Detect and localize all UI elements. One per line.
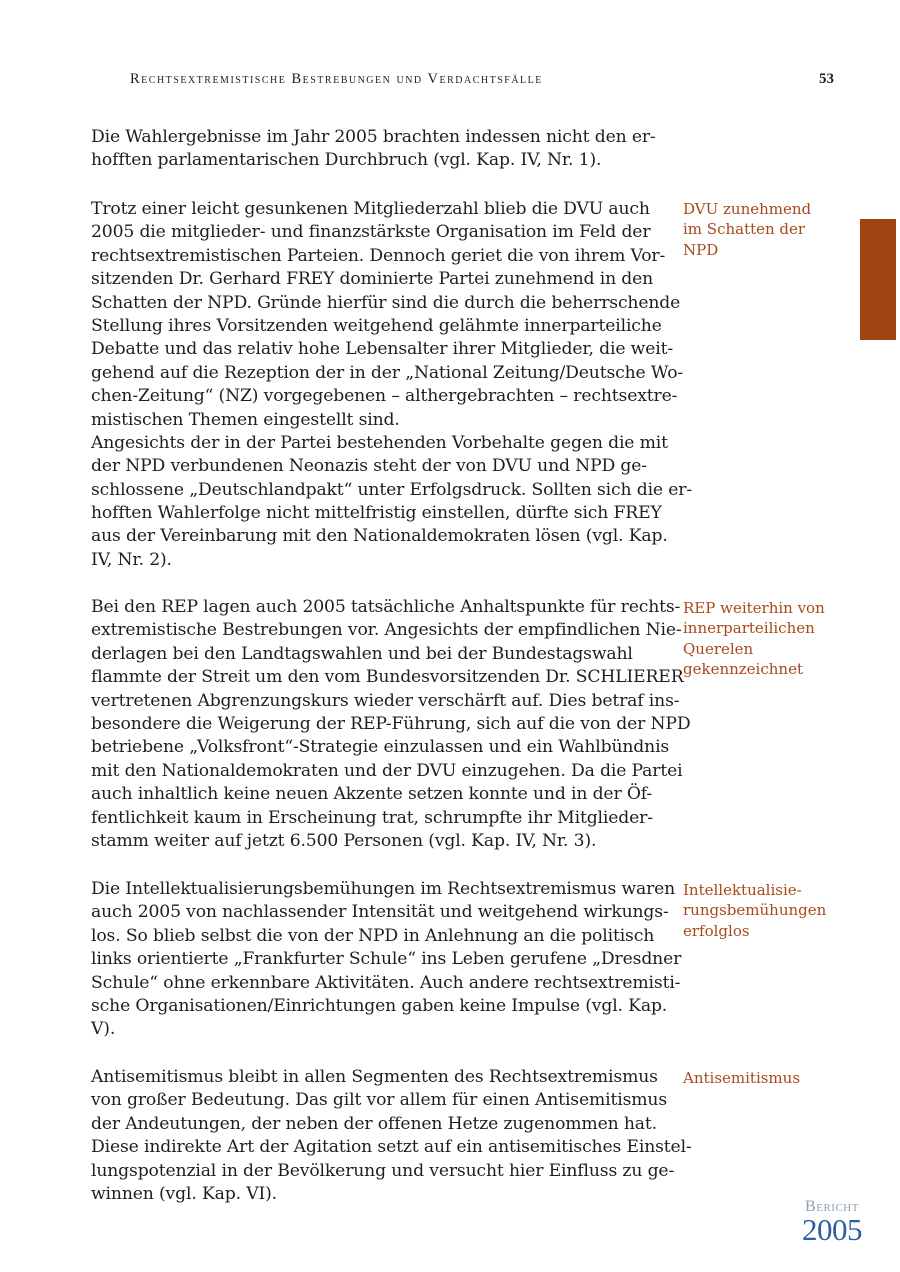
margin-note-line: Antisemitismus — [683, 1069, 801, 1087]
text-line: Schatten der NPD. Gründe hierfür sind die durch die beherrschende — [91, 292, 681, 313]
margin-note-line: REP weiterhin von — [683, 599, 825, 617]
margin-note-line: innerparteilichen — [683, 619, 815, 638]
text-line: hofften parlamentarischen Durchbruch (vgl. Kap. IV, Nr. 1). — [91, 150, 602, 171]
running-title: Rechtsextremistische Bestrebungen und Verdachtsfälle — [130, 71, 543, 87]
text-line: Schule“ ohne erkennbare Aktivitäten. Auch andere rechtsextremisti- — [91, 972, 681, 993]
paragraph-election-results — [91, 126, 671, 173]
text-line: Antisemitismus bleibt in allen Segmenten des Rechtsextremismus — [91, 1067, 658, 1087]
text-line: lungspotenzial in der Bevölkerung und versucht hier Einfluss zu ge- — [91, 1160, 675, 1181]
text-line: Debatte und das relativ hohe Lebensalter ihrer Mitglieder, die weit- — [91, 339, 674, 360]
text-line: los. So blieb selbst die von der NPD in Anlehnung an die politisch — [91, 925, 655, 946]
margin-note-line: DVU zunehmend — [683, 200, 812, 218]
text-line: stamm weiter auf jetzt 6.500 Personen (vgl. Kap. IV, Nr. 3). — [91, 830, 597, 851]
text-line: aus der Vereinbarung mit den Nationaldemokraten lösen (vgl. Kap. — [91, 526, 668, 547]
report-logo-label: Bericht — [805, 1198, 859, 1215]
text-line: mistischen Themen eingestellt sind. — [91, 409, 400, 430]
text-line: der Andeutungen, der neben der offenen Hetze zugenommen hat. — [91, 1113, 657, 1134]
text-line: mit den Nationaldemokraten und der DVU einzugehen. Da die Partei — [91, 760, 683, 781]
margin-note-dvu — [683, 199, 853, 260]
text-line: V). — [91, 1019, 116, 1040]
text-line: flammte der Streit um den vom Bundesvorsitzenden Dr. SCHLIERER — [91, 667, 684, 688]
text-line: gehend auf die Rezeption der in der „National Zeitung/Deutsche Wo- — [91, 362, 684, 383]
text-line: chen-Zeitung“ (NZ) vorgegebenen – althergebrachten – rechtsextre- — [91, 386, 678, 407]
margin-note-line: rungsbemühungen — [683, 901, 827, 920]
text-line: sche Organisationen/Einrichtungen gaben keine Impulse (vgl. Kap. — [91, 995, 668, 1016]
text-line: hofften Wahlerfolge nicht mittelfristig einstellen, dürfte sich FREY — [91, 503, 662, 524]
text-line: Trotz einer leicht gesunkenen Mitgliederzahl blieb die DVU auch — [91, 199, 650, 219]
text-line: schlossene „Deutschlandpakt“ unter Erfolgsdruck. Sollten sich die er- — [91, 479, 692, 500]
margin-note-line: Querelen — [683, 639, 754, 658]
text-line: extremistische Bestrebungen vor. Angesichts der empfindlichen Nie- — [91, 620, 682, 641]
text-line: 2005 die mitglieder- und finanzstärkste Organisation im Feld der — [91, 222, 651, 243]
paragraph-dvu — [91, 198, 692, 572]
text-line: von großer Bedeutung. Das gilt vor allem für einen Antisemitismus — [91, 1090, 667, 1111]
text-line: fentlichkeit kaum in Erscheinung trat, schrumpfte ihr Mitglieder- — [91, 807, 653, 828]
margin-note-rep — [683, 598, 853, 679]
report-logo-year: 2005 — [802, 1212, 862, 1247]
margin-note-line: im Schatten der — [683, 220, 806, 239]
margin-note-intellectualization — [683, 880, 853, 941]
text-line: betriebene „Volksfront“-Strategie einzulassen und ein Wahlbündnis — [91, 737, 670, 758]
text-line: Diese indirekte Art der Agitation setzt auf ein antisemitisches Einstel- — [91, 1137, 692, 1158]
text-line: rechtsextremistischen Parteien. Dennoch geriet die von ihrem Vor- — [91, 245, 666, 266]
running-head — [130, 71, 834, 91]
paragraph-intellectualization — [91, 878, 682, 1042]
paragraph-rep — [91, 596, 691, 853]
report-logo — [797, 1198, 869, 1248]
margin-note-line: gekennzeichnet — [683, 659, 803, 678]
text-line: Die Intellektualisierungsbemühungen im Rechtsextremismus waren — [91, 879, 676, 899]
margin-note-line: Intellektualisie- — [683, 881, 802, 899]
text-line: Bei den REP lagen auch 2005 tatsächliche Anhaltspunkte für rechts- — [91, 597, 681, 617]
text-line: vertretenen Abgrenzungskurs wieder verschärft auf. Dies betraf ins- — [91, 690, 680, 711]
text-line: auch 2005 von nachlassender Intensität und weitgehend wirkungs- — [91, 902, 669, 923]
page-number: 53 — [819, 71, 834, 87]
margin-note-line: NPD — [683, 240, 719, 259]
margin-note-antisemitism — [683, 1068, 853, 1088]
text-line: Stellung ihres Vorsitzenden weitgehend gelähmte innerparteiliche — [91, 315, 662, 336]
text-line: sitzenden Dr. Gerhard FREY dominierte Partei zunehmend in den — [91, 269, 654, 290]
text-line: besondere die Weigerung der REP-Führung, sich auf die von der NPD — [91, 713, 691, 734]
text-line: auch inhaltlich keine neuen Akzente setzen konnte und in der Öf- — [91, 784, 653, 805]
text-line: Angesichts der in der Partei bestehenden Vorbehalte gegen die mit — [91, 432, 668, 453]
text-line: derlagen bei den Landtagswahlen und bei der Bundestagswahl — [91, 643, 633, 664]
margin-note-line: erfolglos — [683, 921, 750, 940]
text-line: der NPD verbundenen Neonazis steht der von DVU und NPD ge- — [91, 456, 647, 477]
text-line: links orientierte „Frankfurter Schule“ ins Leben gerufene „Dresdner — [91, 949, 682, 970]
chapter-tab-marker — [860, 219, 896, 340]
text-line: Die Wahlergebnisse im Jahr 2005 brachten indessen nicht den er- — [91, 127, 656, 147]
text-line: IV, Nr. 2). — [91, 549, 172, 570]
text-line: winnen (vgl. Kap. VI). — [91, 1183, 277, 1204]
paragraph-antisemitism — [91, 1066, 692, 1206]
